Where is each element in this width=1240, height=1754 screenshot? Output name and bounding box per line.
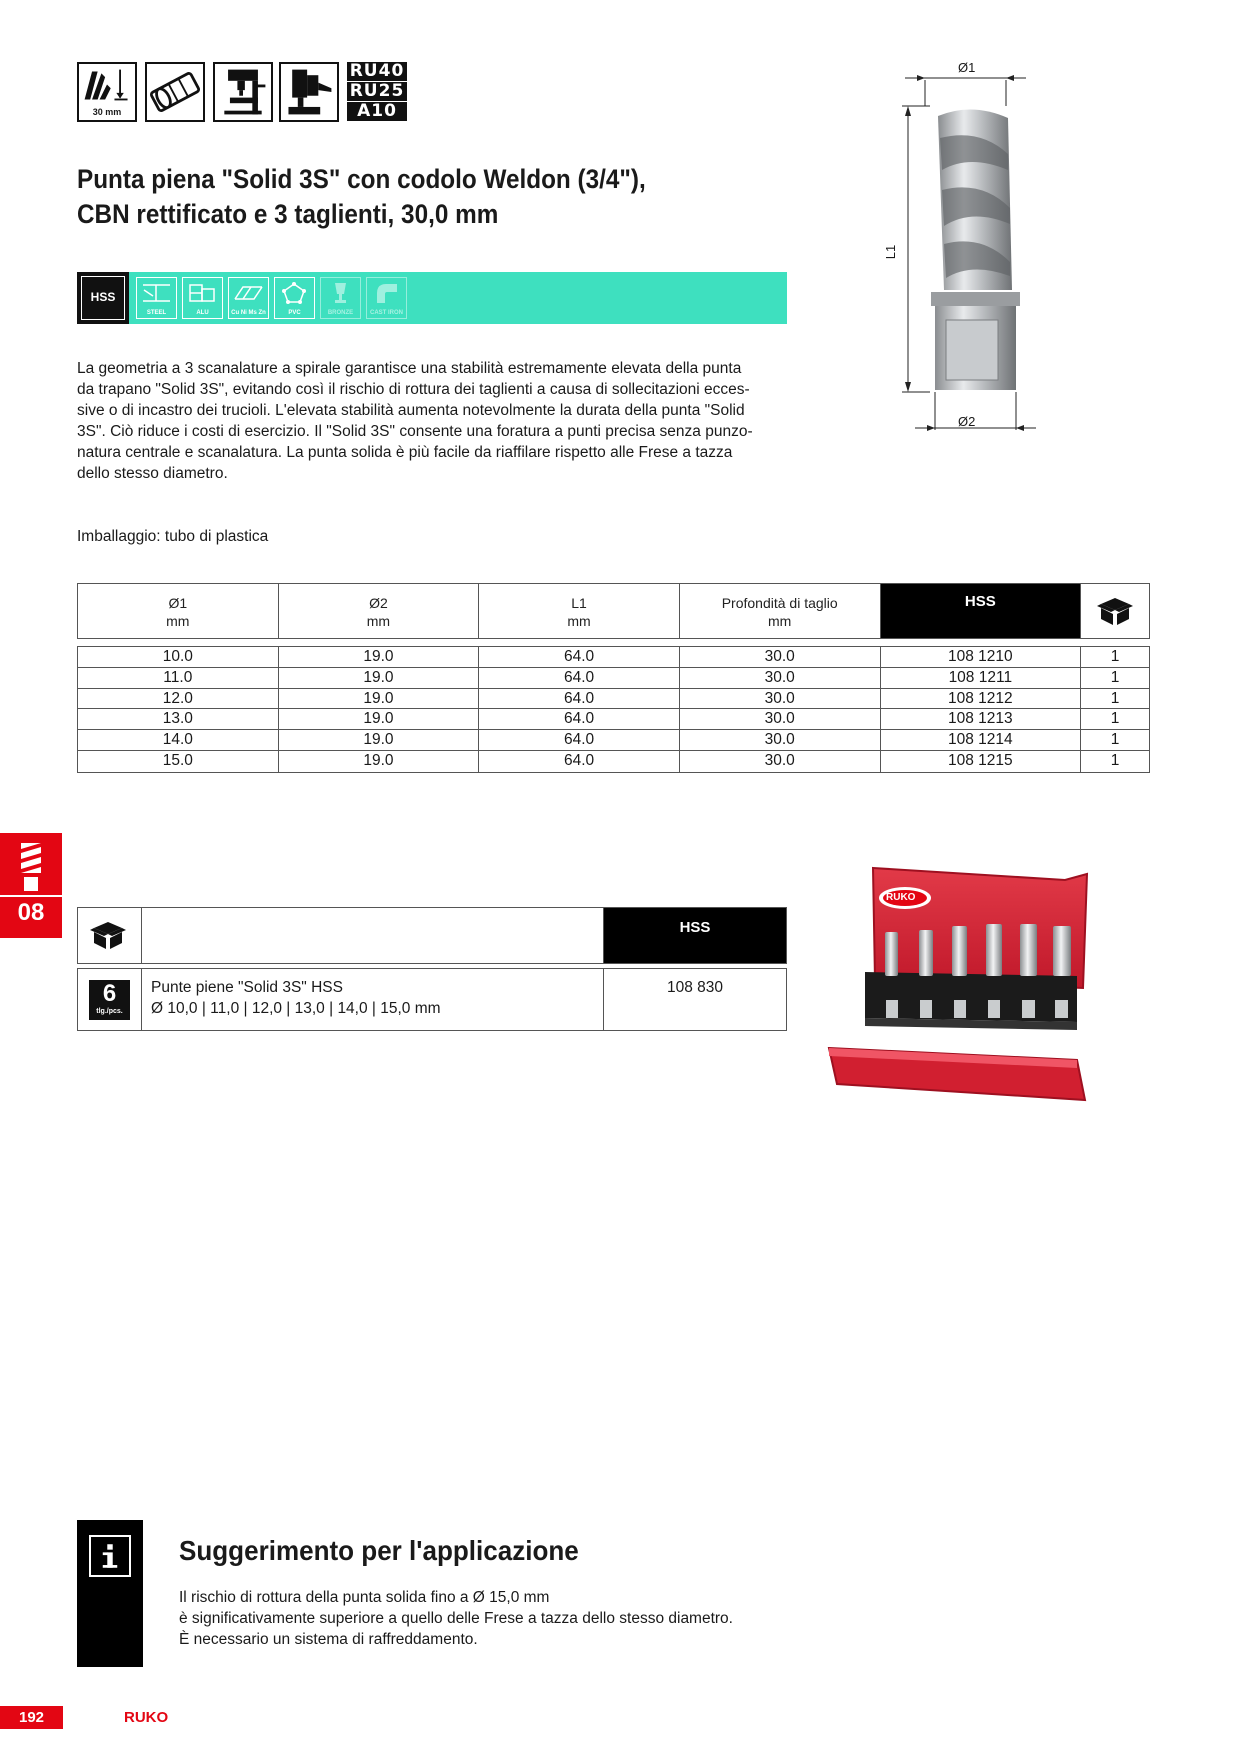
table-header [77, 583, 1150, 639]
header-hss: HSS [881, 584, 1082, 638]
table-cell: 11.0 [78, 668, 279, 688]
table-row [78, 751, 1149, 772]
material-bar [77, 272, 787, 324]
table-row [78, 647, 1149, 668]
set-code: 108 830 [666, 979, 724, 996]
aluminium-profile-icon [187, 281, 218, 305]
table-cell: 64.0 [479, 730, 680, 750]
table-cell: 108 1210 [881, 647, 1082, 667]
table-cell: 30.0 [680, 647, 881, 667]
info-sidebar [77, 1520, 143, 1667]
table-cell: 30.0 [680, 668, 881, 688]
table-cell: 30.0 [680, 709, 881, 729]
footer-brand: RUKO [124, 1709, 169, 1726]
cast-iron-pipe-icon [371, 281, 402, 305]
table-cell: 13.0 [78, 709, 279, 729]
machine-badge: RU40 [347, 62, 407, 81]
table-cell: 64.0 [479, 647, 680, 667]
table-cell: 1 [1110, 710, 1120, 728]
table-cell: 108 1215 [881, 751, 1082, 772]
table-row [78, 709, 1149, 730]
table-cell: 19.0 [279, 751, 480, 772]
tube-drill-icon [145, 62, 205, 122]
header-d1: Ø1 mm [78, 584, 279, 638]
title-line-1: Punta piena "Solid 3S" con codolo Weldon (3/4"), [77, 164, 646, 194]
steel-beam-icon [141, 281, 172, 305]
set-table-header [77, 907, 787, 964]
machine-badge: A10 [347, 102, 407, 121]
table-body [77, 646, 1150, 773]
drill-set-case-image [815, 862, 1105, 1107]
title-line-2: CBN rettificato e 3 taglienti, 30,0 mm [77, 199, 499, 229]
material-alu: ALU [182, 277, 223, 319]
set-name: Punte piene "Solid 3S" HSS [151, 979, 343, 996]
table-row [78, 730, 1149, 751]
table-cell: 1 [1110, 648, 1120, 665]
header-d2: Ø2 mm [279, 584, 480, 638]
core-drill-icon [18, 841, 44, 893]
material-cast-iron: CAST IRON [366, 277, 407, 319]
quantity-badge: 6 tlg./pcs. [89, 980, 130, 1020]
section-number: 08 [17, 899, 45, 926]
material-non-ferrous: Cu Ni Ms Zn [228, 277, 269, 319]
table-cell: 10.0 [78, 647, 279, 667]
table-row [78, 689, 1149, 710]
dimension-d1-label: Ø1 [958, 60, 976, 75]
set-sizes: Ø 10,0 | 11,0 | 12,0 | 13,0 | 14,0 | 15,0 mm [151, 1000, 441, 1017]
table-cell: 108 1213 [881, 709, 1082, 729]
table-cell: 64.0 [479, 689, 680, 709]
table-cell: 108 1214 [881, 730, 1082, 750]
table-cell: 30.0 [680, 730, 881, 750]
dimension-d2-label: Ø2 [958, 414, 976, 429]
header-l1: L1 mm [479, 584, 680, 638]
table-cell: 30.0 [680, 689, 881, 709]
table-cell: 1 [1110, 689, 1120, 707]
product-title [77, 162, 707, 232]
set-row [77, 968, 787, 1031]
header-package [1081, 584, 1149, 638]
non-ferrous-icon [233, 281, 264, 305]
page-number: 192 [0, 1706, 63, 1729]
package-box-icon [90, 920, 126, 950]
material-pvc: PVC [274, 277, 315, 319]
case-logo: RUKO [886, 892, 916, 903]
material-bronze: BRONZE [320, 277, 361, 319]
table-cell: 19.0 [279, 647, 480, 667]
drill-press-icon [213, 62, 273, 122]
tip-text: Il rischio di rottura della punta solida fino a Ø 15,0 mm è significativamente superiore a quello delle Frese a tazza dello stesso diametro. È necessario un sistema di raffreddamento. [179, 1589, 733, 1648]
table-cell: 15.0 [78, 751, 279, 772]
table-cell: 1 [1110, 668, 1120, 686]
info-icon [89, 1535, 131, 1577]
table-cell: 108 1211 [881, 668, 1082, 688]
table-row [78, 668, 1149, 689]
table-cell: 108 1212 [881, 689, 1082, 709]
bronze-cup-icon [325, 281, 356, 305]
drill-technical-drawing [890, 58, 1065, 448]
product-description: La geometria a 3 scanalature a spirale garantisce una stabilità estremamente elevata della punta da trapano "Solid 3S", evitando così il rischio di rottura dei taglienti a causa di sollecitazioni ecces- sive o di incastro dei trucioli. L'elevata stabilità aumenta notevolmente la durata della punta "Solid 3S". Ciò riduce i costi di esercizio. Il "Solid 3S" consente una foratura a punti precisa senza punzo- natura centrale e scanalatura. La punta solida è più facile da riaffilare rispetto alle Frese a tazza dello stesso diametro. [77, 360, 753, 482]
packaging-note: Imballaggio: tubo di plastica [77, 528, 269, 545]
magnetic-drill-icon [279, 62, 339, 122]
table-cell: 19.0 [279, 730, 480, 750]
table-cell: 19.0 [279, 709, 480, 729]
table-cell: 64.0 [479, 751, 680, 772]
dimension-l1-label: L1 [883, 244, 899, 260]
material-steel: STEEL [136, 277, 177, 319]
set-header-hss: HSS [604, 908, 786, 963]
tool-material-badge: HSS [77, 272, 129, 324]
cutting-depth-icon [77, 62, 137, 122]
table-cell: 1 [1110, 731, 1120, 749]
depth-label: 30 mm [92, 107, 122, 117]
machine-badge: RU25 [347, 82, 407, 101]
pvc-molecule-icon [279, 281, 310, 305]
header-cut-depth: Profondità di taglio mm [680, 584, 881, 638]
table-cell: 64.0 [479, 709, 680, 729]
package-box-icon [1097, 596, 1133, 626]
tip-title: Suggerimento per l'applicazione [179, 1535, 579, 1566]
table-cell: 64.0 [479, 668, 680, 688]
table-cell: 12.0 [78, 689, 279, 709]
table-cell: 19.0 [279, 668, 480, 688]
section-tab [0, 833, 62, 938]
table-cell: 30.0 [680, 751, 881, 772]
table-cell: 19.0 [279, 689, 480, 709]
table-cell: 14.0 [78, 730, 279, 750]
machine-badges [347, 62, 407, 122]
table-cell: 1 [1110, 751, 1120, 769]
